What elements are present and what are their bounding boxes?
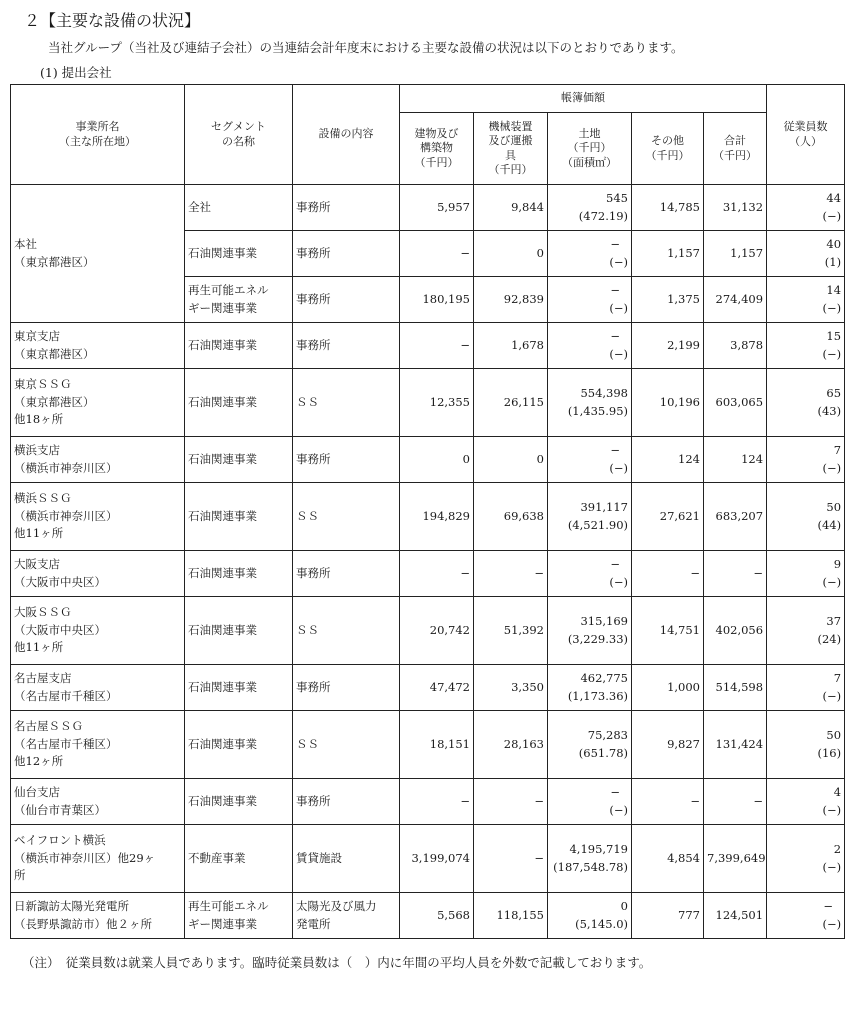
table-row	[11, 825, 845, 893]
intro-text: 当社グループ（当社及び連結子会社）の当連結会計年度末における主要な設備の状況は以下のとおりであります。	[48, 40, 684, 55]
table-row	[11, 437, 845, 483]
office-line: （横浜市神奈川区）他29ヶ	[14, 850, 156, 865]
land-cell-sub: (−)	[609, 300, 628, 315]
employees-cell-sub: (−)	[822, 802, 842, 817]
employees-cell	[767, 711, 845, 779]
total-value: −	[704, 551, 767, 597]
employees-cell-sub: (−)	[822, 208, 842, 223]
total-value: −	[704, 779, 767, 825]
land-cell	[548, 665, 632, 711]
content-line: 発電所	[296, 916, 331, 931]
table-row	[11, 779, 845, 825]
content-cell	[293, 893, 400, 939]
employees-cell-sub: (44)	[817, 517, 842, 532]
machinery-value: 69,638	[474, 483, 548, 551]
content-cell	[293, 597, 400, 665]
table-row	[11, 323, 845, 369]
land-cell-sub: (5,145.0)	[575, 916, 628, 931]
employees-cell-value: 50	[826, 499, 842, 514]
content-cell	[293, 779, 400, 825]
employees-cell-value: 2	[833, 841, 842, 856]
office-line: 名古屋ＳＳＧ	[14, 718, 83, 733]
content-cell	[293, 483, 400, 551]
segment-line: 石油関連事業	[188, 245, 257, 260]
content-cell	[293, 185, 400, 231]
office-line: 仙台支店	[14, 784, 60, 799]
land-cell-value: 315,169	[580, 613, 628, 628]
footnote: （注） 従業員数は就業人員であります。臨時従業員数は（ ）内に年間の平均人員を外数で記載しております。	[22, 955, 652, 970]
office-line: 本社	[14, 236, 37, 251]
other-value: 14,785	[632, 185, 704, 231]
land-cell-sub: (−)	[609, 346, 628, 361]
land-cell-sub: (651.78)	[578, 745, 628, 760]
land-cell	[548, 437, 632, 483]
table-row	[11, 665, 845, 711]
table-row	[11, 597, 845, 665]
header-line: 及び運搬	[488, 134, 533, 148]
employees-cell	[767, 893, 845, 939]
total-value: 683,207	[704, 483, 767, 551]
land-cell-value: 0	[620, 898, 628, 913]
land-cell-sub: (−)	[609, 802, 628, 817]
content-cell	[293, 825, 400, 893]
building-value: 18,151	[400, 711, 474, 779]
office-line: 東京支店	[14, 328, 60, 343]
segment-line: 石油関連事業	[188, 337, 257, 352]
content-line: ＳＳ	[296, 622, 319, 637]
building-value: −	[400, 323, 474, 369]
section-heading: ２【主要な設備の状況】	[24, 11, 201, 30]
land-cell	[548, 893, 632, 939]
employees-cell-sub: (43)	[817, 403, 842, 418]
employees-cell-value: −	[823, 898, 834, 913]
content-cell	[293, 231, 400, 277]
employees-cell	[767, 277, 845, 323]
employees-cell-sub: (−)	[822, 346, 842, 361]
content-line: ＳＳ	[296, 736, 319, 751]
machinery-value: 118,155	[474, 893, 548, 939]
office-cell	[11, 185, 185, 323]
other-value: 4,854	[632, 825, 704, 893]
employees-cell-sub: (−)	[822, 859, 842, 874]
header-line: の名称	[222, 134, 255, 148]
total-value: 124,501	[704, 893, 767, 939]
land-cell	[548, 597, 632, 665]
office-line: 横浜ＳＳＧ	[14, 490, 72, 505]
land-cell	[548, 277, 632, 323]
segment-cell	[185, 551, 293, 597]
segment-cell	[185, 323, 293, 369]
total-value: 131,424	[704, 711, 767, 779]
employees-cell	[767, 665, 845, 711]
segment-line: 不動産事業	[188, 850, 246, 865]
header-line: 事業所名	[75, 120, 120, 134]
employees-cell	[767, 185, 845, 231]
office-cell	[11, 893, 185, 939]
office-line: （大阪市中央区）	[14, 622, 106, 637]
total-value: 514,598	[704, 665, 767, 711]
office-line: （横浜市神奈川区）	[14, 508, 118, 523]
header-other	[632, 113, 704, 185]
header-total	[704, 113, 767, 185]
header-line: （千円）	[713, 148, 758, 162]
land-cell-sub: (−)	[609, 460, 628, 475]
land-cell-sub: (187,548.78)	[553, 859, 628, 874]
content-line: 事務所	[296, 245, 331, 260]
header-building	[400, 113, 474, 185]
content-line: 事務所	[296, 199, 331, 214]
content-line: 太陽光及び風力	[296, 898, 377, 913]
building-value: 12,355	[400, 369, 474, 437]
segment-line: 石油関連事業	[188, 736, 257, 751]
land-cell-value: −	[610, 784, 620, 799]
total-value: 274,409	[704, 277, 767, 323]
office-line: 所	[14, 868, 26, 883]
content-line: ＳＳ	[296, 394, 319, 409]
segment-line: 全社	[188, 199, 211, 214]
segment-line: 石油関連事業	[188, 793, 257, 808]
employees-cell-sub: (−)	[822, 300, 842, 315]
land-cell-sub: (1,435.95)	[567, 403, 628, 418]
office-line: 横浜支店	[14, 442, 60, 457]
table-row	[11, 711, 845, 779]
land-cell-value: −	[610, 328, 620, 343]
building-value: −	[400, 779, 474, 825]
segment-cell	[185, 779, 293, 825]
table-row	[11, 369, 845, 437]
total-value: 7,399,649	[704, 825, 767, 893]
office-cell	[11, 551, 185, 597]
building-value: 5,957	[400, 185, 474, 231]
employees-cell-value: 14	[826, 282, 842, 297]
total-value: 3,878	[704, 323, 767, 369]
land-cell-value: 554,398	[580, 385, 628, 400]
total-value: 1,157	[704, 231, 767, 277]
total-value: 603,065	[704, 369, 767, 437]
office-line: （名古屋市千種区）	[14, 688, 118, 703]
content-cell	[293, 665, 400, 711]
content-cell	[293, 437, 400, 483]
header-line: 土地	[578, 127, 601, 141]
segment-line: ギー関連事業	[188, 916, 257, 931]
other-value: −	[632, 779, 704, 825]
land-cell-value: −	[610, 236, 620, 251]
other-value: −	[632, 551, 704, 597]
machinery-value: −	[474, 779, 548, 825]
employees-cell	[767, 323, 845, 369]
employees-cell-value: 40	[826, 236, 842, 251]
office-line: 大阪ＳＳＧ	[14, 604, 72, 619]
machinery-value: 51,392	[474, 597, 548, 665]
employees-cell-sub: (−)	[822, 460, 842, 475]
land-cell	[548, 483, 632, 551]
header-line: 従業員数	[783, 120, 828, 134]
segment-line: 石油関連事業	[188, 508, 257, 523]
segment-cell	[185, 893, 293, 939]
machinery-value: 92,839	[474, 277, 548, 323]
table-body	[11, 185, 845, 939]
land-cell-sub: (3,229.33)	[567, 631, 628, 646]
employees-cell-sub: (24)	[817, 631, 842, 646]
segment-cell	[185, 277, 293, 323]
header-employees	[767, 85, 845, 185]
total-value: 31,132	[704, 185, 767, 231]
machinery-value: 9,844	[474, 185, 548, 231]
header-line: （千円）	[645, 148, 690, 162]
header-line: （人）	[789, 134, 823, 148]
office-line: 名古屋支店	[14, 670, 72, 685]
land-cell-sub: (472.19)	[578, 208, 628, 223]
content-line: 賃貸施設	[296, 850, 342, 865]
land-cell	[548, 369, 632, 437]
header-line: （面積㎡）	[562, 155, 617, 169]
header-line: 具	[505, 148, 516, 162]
land-cell	[548, 185, 632, 231]
office-line: （名古屋市千種区）	[14, 736, 118, 751]
machinery-value: 0	[474, 437, 548, 483]
building-value: 3,199,074	[400, 825, 474, 893]
office-cell	[11, 437, 185, 483]
land-cell	[548, 825, 632, 893]
other-value: 2,199	[632, 323, 704, 369]
segment-cell	[185, 665, 293, 711]
segment-line: 再生可能エネル	[188, 282, 269, 297]
employees-cell-sub: (−)	[822, 916, 842, 931]
other-value: 1,375	[632, 277, 704, 323]
header-line: セグメント	[211, 120, 266, 134]
table-row	[11, 551, 845, 597]
segment-line: 石油関連事業	[188, 451, 257, 466]
office-cell	[11, 711, 185, 779]
office-cell	[11, 779, 185, 825]
office-cell	[11, 369, 185, 437]
land-cell	[548, 323, 632, 369]
other-value: 777	[632, 893, 704, 939]
building-value: 5,568	[400, 893, 474, 939]
content-cell	[293, 323, 400, 369]
segment-cell	[185, 437, 293, 483]
facilities-table	[10, 84, 845, 939]
content-cell	[293, 551, 400, 597]
land-cell	[548, 551, 632, 597]
header-line: （千円）	[488, 162, 533, 176]
land-cell-value: 391,117	[580, 499, 628, 514]
land-cell-sub: (1,173.36)	[567, 688, 628, 703]
office-cell	[11, 597, 185, 665]
office-line: （長野県諏訪市）他２ヶ所	[14, 916, 152, 931]
header-line: （千円）	[567, 141, 612, 155]
office-line: 他12ヶ所	[14, 754, 64, 769]
other-value: 124	[632, 437, 704, 483]
segment-cell	[185, 369, 293, 437]
content-line: 事務所	[296, 679, 331, 694]
building-value: 47,472	[400, 665, 474, 711]
machinery-value: −	[474, 551, 548, 597]
other-value: 10,196	[632, 369, 704, 437]
header-line: （主な所在地）	[59, 134, 136, 148]
office-line: 他11ヶ所	[14, 526, 64, 541]
segment-cell	[185, 825, 293, 893]
segment-line: 石油関連事業	[188, 679, 257, 694]
subsection-heading: (1) 提出会社	[40, 65, 112, 80]
content-line: 事務所	[296, 793, 331, 808]
land-cell-value: −	[610, 442, 620, 457]
land-cell-value: 4,195,719	[569, 841, 628, 856]
content-line: 事務所	[296, 291, 331, 306]
office-line: （仙台市青葉区）	[14, 802, 106, 817]
building-value: −	[400, 231, 474, 277]
office-line: （東京都港区）	[14, 346, 95, 361]
land-cell	[548, 711, 632, 779]
employees-cell-sub: (−)	[822, 574, 842, 589]
header-machinery	[474, 113, 548, 185]
machinery-value: 0	[474, 231, 548, 277]
employees-cell	[767, 825, 845, 893]
other-value: 27,621	[632, 483, 704, 551]
employees-cell-value: 65	[826, 385, 842, 400]
building-value: 0	[400, 437, 474, 483]
segment-cell	[185, 483, 293, 551]
land-cell-sub: (−)	[609, 574, 628, 589]
header-line: 機械装置	[488, 119, 533, 133]
employees-cell-value: 15	[826, 328, 842, 343]
header-line: その他	[651, 134, 684, 148]
employees-cell	[767, 551, 845, 597]
segment-line: ギー関連事業	[188, 300, 257, 315]
office-line: 東京ＳＳＧ	[14, 376, 72, 391]
segment-cell	[185, 185, 293, 231]
segment-cell	[185, 231, 293, 277]
office-line: 他11ヶ所	[14, 640, 64, 655]
machinery-value: 1,678	[474, 323, 548, 369]
content-cell	[293, 369, 400, 437]
employees-cell-value: 37	[826, 613, 842, 628]
machinery-value: 28,163	[474, 711, 548, 779]
land-cell-value: 462,775	[580, 670, 628, 685]
header-line: 合計	[724, 134, 747, 148]
employees-cell-value: 4	[833, 784, 842, 799]
land-cell-sub: (−)	[609, 254, 628, 269]
employees-cell	[767, 483, 845, 551]
header-land	[548, 113, 632, 185]
machinery-value: 26,115	[474, 369, 548, 437]
employees-cell	[767, 597, 845, 665]
land-cell-sub: (4,521.90)	[567, 517, 628, 532]
content-line: ＳＳ	[296, 508, 319, 523]
total-value: 124	[704, 437, 767, 483]
office-line: （横浜市神奈川区）	[14, 460, 118, 475]
content-cell	[293, 711, 400, 779]
office-cell	[11, 323, 185, 369]
employees-cell	[767, 231, 845, 277]
content-line: 事務所	[296, 337, 331, 352]
total-value: 402,056	[704, 597, 767, 665]
employees-cell-value: 7	[833, 442, 842, 457]
other-value: 9,827	[632, 711, 704, 779]
employees-cell	[767, 437, 845, 483]
land-cell-value: −	[610, 282, 620, 297]
employees-cell	[767, 369, 845, 437]
office-line: ベイフロント横浜	[14, 832, 106, 847]
other-value: 1,000	[632, 665, 704, 711]
office-line: （大阪市中央区）	[14, 574, 106, 589]
office-line: 日新諏訪太陽光発電所	[14, 898, 129, 913]
employees-cell-value: 9	[833, 556, 842, 571]
segment-line: 石油関連事業	[188, 565, 257, 580]
header-line: 建物及び	[414, 127, 459, 141]
land-cell-value: −	[610, 556, 620, 571]
land-cell-value: 545	[606, 190, 628, 205]
segment-cell	[185, 711, 293, 779]
machinery-value: 3,350	[474, 665, 548, 711]
table-row	[11, 483, 845, 551]
building-value: 180,195	[400, 277, 474, 323]
office-line: （東京都港区）	[14, 394, 95, 409]
office-line: （東京都港区）	[14, 254, 95, 269]
building-value: 194,829	[400, 483, 474, 551]
employees-cell-sub: (−)	[822, 688, 842, 703]
land-cell	[548, 779, 632, 825]
other-value: 1,157	[632, 231, 704, 277]
employees-cell-sub: (1)	[824, 254, 842, 269]
building-value: −	[400, 551, 474, 597]
segment-cell	[185, 597, 293, 665]
land-cell	[548, 231, 632, 277]
office-cell	[11, 483, 185, 551]
table-row	[11, 185, 845, 231]
office-line: 大阪支店	[14, 556, 60, 571]
content-line: 事務所	[296, 565, 331, 580]
land-cell-value: 75,283	[587, 727, 628, 742]
header-content: 設備の内容	[293, 85, 400, 185]
header-book-value: 帳簿価額	[400, 85, 767, 113]
content-line: 事務所	[296, 451, 331, 466]
table-row	[11, 893, 845, 939]
employees-cell	[767, 779, 845, 825]
header-office	[11, 85, 185, 185]
building-value: 20,742	[400, 597, 474, 665]
header-segment	[185, 85, 293, 185]
machinery-value: −	[474, 825, 548, 893]
employees-cell-value: 50	[826, 727, 842, 742]
segment-line: 石油関連事業	[188, 394, 257, 409]
employees-cell-sub: (16)	[817, 745, 842, 760]
employees-cell-value: 7	[833, 670, 842, 685]
header-line: 構築物	[420, 141, 453, 155]
office-cell	[11, 825, 185, 893]
employees-cell-value: 44	[826, 190, 842, 205]
office-line: 他18ヶ所	[14, 412, 64, 427]
office-cell	[11, 665, 185, 711]
content-cell	[293, 277, 400, 323]
segment-line: 再生可能エネル	[188, 898, 269, 913]
header-line: （千円）	[414, 155, 459, 169]
segment-line: 石油関連事業	[188, 622, 257, 637]
other-value: 14,751	[632, 597, 704, 665]
